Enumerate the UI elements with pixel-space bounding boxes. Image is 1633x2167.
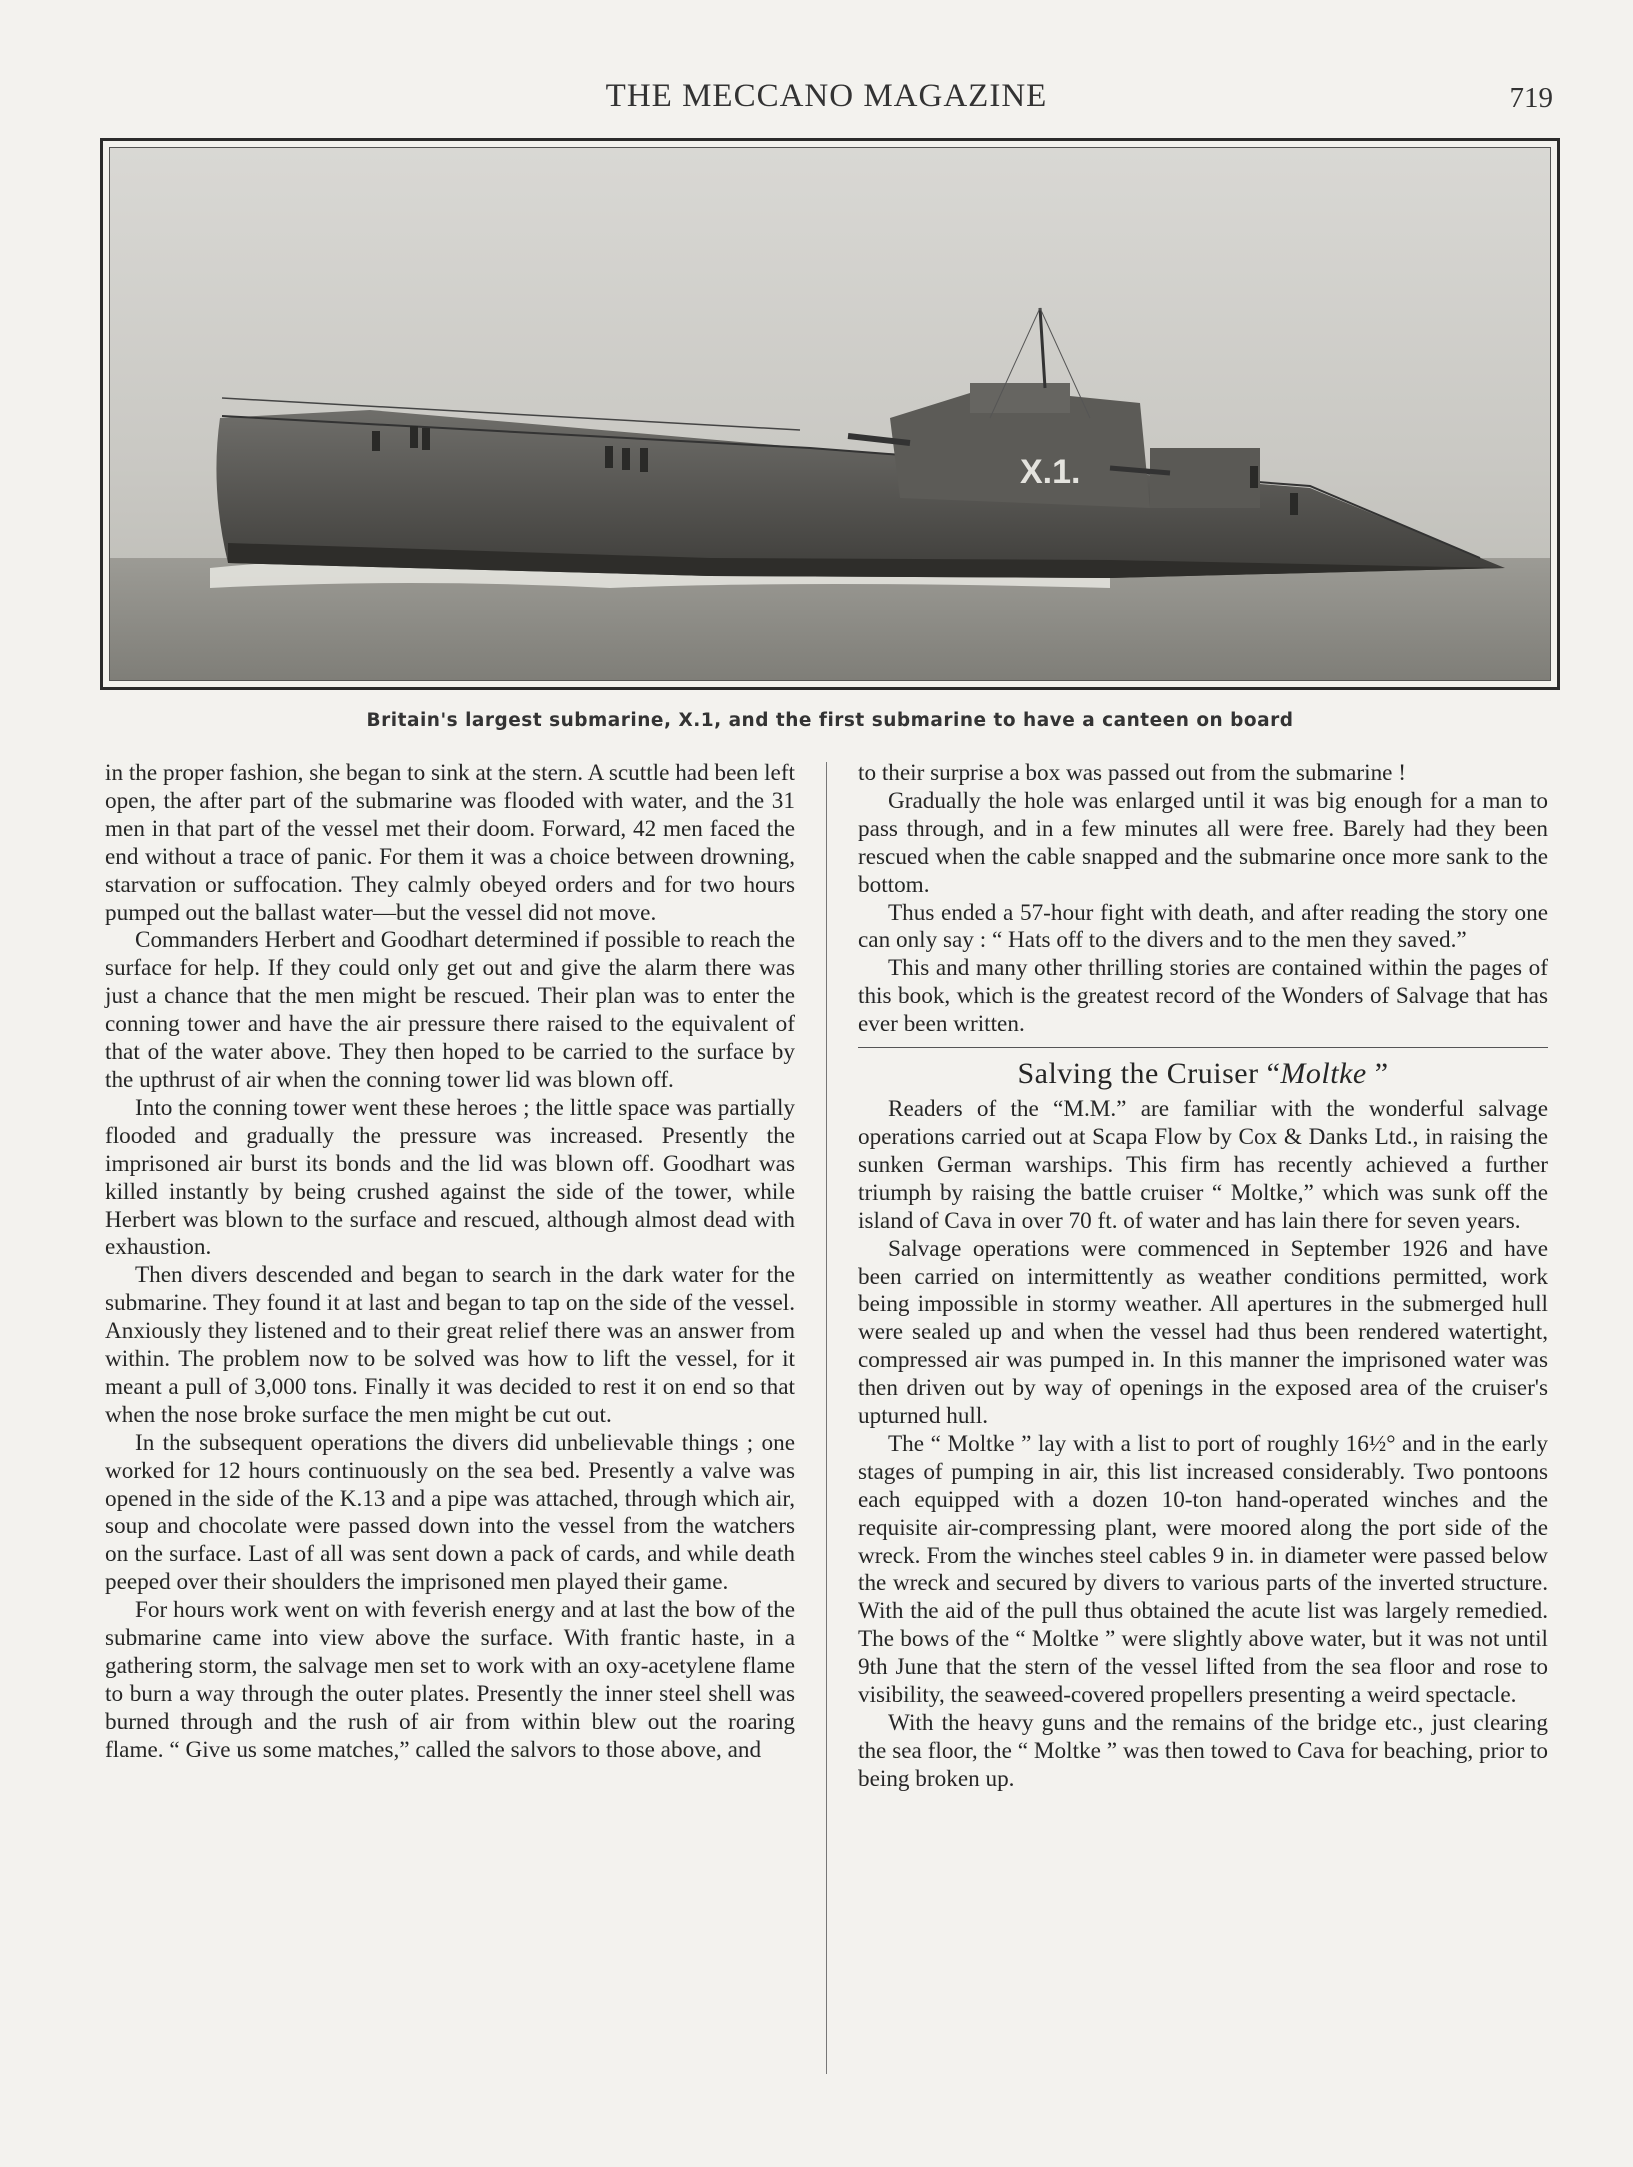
paragraph: Commanders Herbert and Goodhart determined if possible to reach the surface for help. If they could only get out and give the alarm there was just a chance that the men might be rescued. Their plan was to enter the conning tower and have the air pressure there raised to the equivalent of that of the water above. They then hoped to be carried to the surface by the upthrust of air when the conning tower lid was blown off.: [105, 927, 795, 1093]
paragraph: In the subsequent operations the divers did unbelievable things ; one worked for 12 hours continuously on the sea bed. Presently a valve was opened in the side of the K.13 and a pipe was attached, through which air, soup and chocolate were passed down into the vessel from the watchers on the surface. Last of all was sent down a pack of cards, and while death peeped over their shoulders the imprisoned men played their game.: [105, 1429, 795, 1596]
paragraph: For hours work went on with feverish energy and at last the bow of the submarine came into view above the surface. With frantic haste, in a gathering storm, the salvage men set to work with an oxy-acetylene flame to burn a way through the outer plates. Presently the inner steel shell was burned through and the rush of air from within blew out the roaring flame. “ Give us some matches,” called the salvors to those above, and: [105, 1597, 795, 1763]
paragraph: This and many other thrilling stories are contained within the pages of this book, which is the greatest record of the Wonders of Salvage that has ever been written.: [858, 955, 1548, 1038]
magazine-title: THE MECCANO MAGAZINE: [605, 78, 1048, 114]
hull-marking: X.1.: [1020, 453, 1081, 491]
paragraph: Then divers descended and began to search in the dark water for the submarine. They found it at last and began to tap on the side of the vessel. Anxiously they listened and to their great relief there was an answer from within. The problem now to be solved was how to lift the vessel, for it meant a pull of 3,000 tons. Finally it was decided to rest it on end so that when the nose broke surface the men might be cut out.: [105, 1262, 795, 1428]
photo-caption: Britain's largest submarine, X.1, and the first submarine to have a canteen on board: [366, 710, 1294, 731]
submarine-photo: [100, 138, 1560, 690]
paragraph: Readers of the “M.M.” are familiar with the wonderful salvage operations carried out at Scapa Flow by Cox & Danks Ltd., in raising the sunken German warships. This firm has recently achieved a further triumph by raising the battle cruiser “ Moltke,” which was sunk off the island of Cava in over 70 ft. of water and has lain there for seven years.: [858, 1096, 1548, 1234]
paragraph: Thus ended a 57-hour fight with death, and after reading the story one can only say : “ Hats off to the divers and to the men they saved.”: [858, 899, 1548, 954]
page-header: [100, 78, 1553, 128]
paragraph: Into the conning tower went these heroes ; the little space was partially flooded and gradually the pressure was increased. Presently the imprisoned air burst its bonds and the lid was blown off. Goodhart was killed instantly by being crushed against the side of the tower, while Herbert was blown to the surface and rescued, although almost dead with exhaustion.: [105, 1094, 795, 1261]
paragraph: Gradually the hole was enlarged until it was big enough for a man to pass through, and in a few minutes all were free. Barely had they been rescued when the cable snapped and the submarine once more sank to the bottom.: [858, 787, 1548, 898]
column-divider: [826, 762, 827, 2074]
paragraph: The “ Moltke ” lay with a list to port of roughly 16½° and in the early stages of pumping in air, this list increased considerably. Two pontoons each equipped with a dozen 10-ton hand-operated winches and the requisite air-compressing plant, were moored along the port side of the wreck. From the winches steel cables 9 in. in diameter were passed below the wreck and secured by divers to various parts of the inverted structure. With the aid of the pull thus obtained the acute list was largely remedied. The bows of the “ Moltke ” were slightly above water, but it was not until 9th June that the stern of the vessel lifted from the sea floor and rose to visibility, the seaweed-covered propellers presenting a weird spectacle.: [858, 1430, 1548, 1709]
paragraph: to their surprise a box was passed out from the submarine !: [858, 760, 1406, 786]
paragraph: Salvage operations were commenced in September 1926 and have been carried on intermittently as weather conditions permitted, work being impossible in stormy weather. All apertures in the submerged hull were sealed up and when the vessel had thus been rendered watertight, compressed air was pumped in. In this manner the imprisoned water was then driven out by way of openings in the exposed area of the cruiser's upturned hull.: [858, 1235, 1548, 1430]
paragraph: in the proper fashion, she began to sink at the stern. A scuttle had been left open, the after part of the submarine was flooded with water, and the 31 men in that part of the vessel met their doom. Forward, 42 men faced the end without a trace of panic. For them it was a choice between drowning, starvation or suffocation. They calmly obeyed orders and for two hours pumped out the ballast water—but the vessel did not move.: [105, 760, 795, 926]
heading-suffix: ”: [1366, 1057, 1389, 1091]
left-column: [105, 760, 795, 1765]
page-number: 719: [1509, 82, 1553, 114]
right-column: [858, 760, 1548, 1794]
paragraph: With the heavy guns and the remains of the bridge etc., just clearing the sea floor, the “ Moltke ” was then towed to Cava for beaching, prior to being broken up.: [858, 1710, 1548, 1792]
section-rule: [858, 1047, 1548, 1048]
heading-prefix: Salving the Cruiser “: [1017, 1057, 1281, 1091]
photo-frame: [109, 147, 1551, 681]
submarine-illustration: [110, 148, 1550, 680]
section-heading: [858, 1056, 1548, 1092]
heading-ship-name: Moltke: [1280, 1057, 1367, 1091]
